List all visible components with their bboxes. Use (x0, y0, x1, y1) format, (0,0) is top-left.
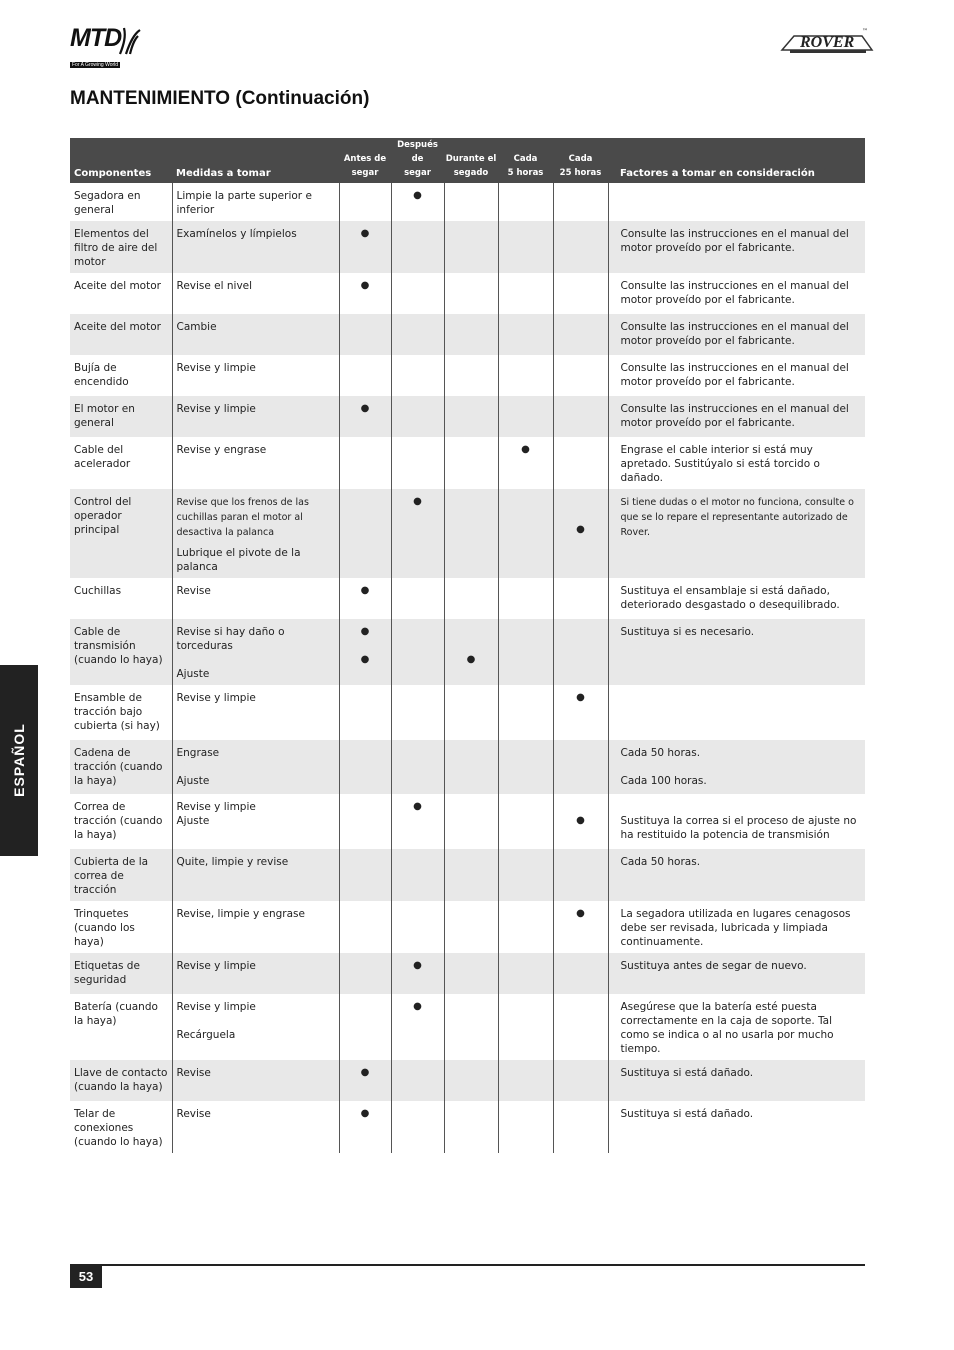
cell-measure: Revise y engrase (172, 437, 339, 489)
table-row (70, 849, 865, 901)
cell-component: Llave de contacto (cuando la haya) (70, 1060, 172, 1101)
table-row (70, 994, 865, 1060)
table-row (70, 355, 865, 396)
check-dot: ● (339, 221, 391, 273)
cell-measure: Engrase Ajuste (172, 740, 339, 794)
cell-measure: Revise si hay daño o torceduras Ajuste (172, 619, 339, 685)
cell-factor: La segadora utilizada en lugares cenagosos debe ser revisada, lubricada y limpiada continuamente. (608, 901, 865, 953)
cell-factor: Sustituya si está dañado. (608, 1101, 865, 1153)
table-row (70, 578, 865, 619)
header-factores: Factores a tomar en consideración (608, 138, 865, 183)
check-dot: ● (553, 489, 608, 578)
header-componentes: Componentes (70, 138, 172, 183)
header-durante: Durante el segado (444, 138, 498, 183)
cell-factor: Si tiene dudas o el motor no funciona, consulte o que se lo repare el representante autorizado de Rover. (608, 489, 865, 578)
table-row (70, 1060, 865, 1101)
cell-component: Cable de transmisión (cuando lo haya) (70, 619, 172, 685)
cell-measure: Revise (172, 1101, 339, 1153)
check-dot: ● (339, 1060, 391, 1101)
cell-component: Ensamble de tracción bajo cubierta (si hay) (74, 692, 160, 732)
check-dot: ● (553, 901, 608, 953)
cell-component: Correa de tracción (cuando la haya) (74, 801, 163, 841)
cell-component: Aceite del motor (70, 314, 172, 355)
cell-component: Control del operador principal (70, 489, 172, 578)
check-dot: ● (391, 489, 444, 578)
cell-measure: Cambie (172, 314, 339, 355)
cell-measure: Revise y limpie Ajuste (172, 794, 339, 849)
cell-component: Batería (cuando la haya) (74, 1001, 158, 1027)
rover-logo (780, 28, 874, 58)
cell-component: Cubierta de la correa de tracción (70, 849, 172, 901)
cell-measure: Revise y limpie (172, 685, 339, 740)
check-dot: ● (339, 273, 391, 314)
cell-factor: Engrase el cable interior si está muy apretado. Sustitúyalo si está torcido o dañado. (608, 437, 865, 489)
header-cada-5: Cada 5 horas (498, 138, 553, 183)
table-row (70, 221, 865, 273)
page-title: MANTENIMIENTO (Continuación) (70, 88, 370, 109)
cell-measure: Revise y limpie (172, 396, 339, 437)
check-dot: ● (553, 685, 608, 740)
cell-measure: Revise, limpie y engrase (172, 901, 339, 953)
mtd-logo-text: MTD (70, 24, 122, 52)
table-header-row (70, 138, 865, 183)
cell-measure: Examínelos y límpielos (172, 221, 339, 273)
cell-component: Segadora en general (74, 190, 141, 216)
cell-measure: Revise (172, 578, 339, 619)
cell-factor: Consulte las instrucciones en el manual del motor proveído por el fabricante. (608, 273, 865, 314)
cell-component: Cuchillas (74, 585, 122, 597)
language-tab (0, 665, 38, 856)
rover-trademark: ™ (862, 28, 868, 35)
check-dot: ● (391, 183, 444, 221)
cell-component: El motor en general (70, 396, 172, 437)
cell-factor: Consulte las instrucciones en el manual del motor proveído por el fabricante. (608, 221, 865, 273)
check-dot: ● (339, 578, 391, 619)
cell-factor: Consulte las instrucciones en el manual del motor proveído por el fabricante. (608, 314, 865, 355)
footer-rule (70, 1264, 865, 1266)
check-dot: ● (339, 396, 391, 437)
check-dot: ● (391, 794, 444, 849)
table-row (70, 901, 865, 953)
table-row (70, 740, 865, 794)
cell-factor: Sustituya el ensamblaje si está dañado, deteriorado desgastado o desequilibrado. (608, 578, 865, 619)
table-row (70, 685, 865, 740)
cell-factor: Consulte las instrucciones en el manual del motor proveído por el fabricante. (608, 355, 865, 396)
cell-factor: Sustituya si está dañado. (608, 1060, 865, 1101)
check-dot: ● (391, 994, 444, 1060)
cell-component: Etiquetas de seguridad (70, 953, 172, 994)
cell-measure: Limpie la parte superior e inferior (172, 183, 339, 221)
table-row (70, 619, 865, 685)
check-dot: ● (444, 619, 498, 685)
cell-factor: Cada 50 horas. (608, 849, 865, 901)
cell-measure: Revise y limpie (172, 953, 339, 994)
cell-component: Trinquetes (cuando los haya) (74, 908, 135, 948)
page-number: 53 (70, 1266, 102, 1288)
cell-component: Cadena de tracción (cuando la haya) (70, 740, 172, 794)
cell-factor: Sustituya si es necesario. (608, 619, 865, 685)
cell-measure: Revise y limpie Recárguela (172, 994, 339, 1060)
cell-component: Telar de conexiones (cuando lo haya) (74, 1108, 163, 1148)
cell-component: Elementos del filtro de aire del motor (70, 221, 172, 273)
cell-component: Cable del acelerador (74, 444, 131, 470)
mtd-slogan: For A Growing World (72, 62, 119, 68)
table-row (70, 273, 865, 314)
cell-factor: Sustituya la correa si el proceso de ajuste no ha restituido la potencia de transmisión (608, 794, 865, 849)
rover-wordmark: ROVER (800, 34, 855, 51)
cell-component: Aceite del motor (74, 280, 161, 292)
check-dot: ● ● (339, 619, 391, 685)
cell-component: Bujía de encendido (74, 362, 129, 388)
table-row (70, 489, 865, 578)
cell-measure: Revise (172, 1060, 339, 1101)
mtd-logo (70, 24, 142, 68)
cell-factor: Asegúrese que la batería esté puesta correctamente en la caja de soporte. Tal como se indica o al no usarla por mucho tiempo. (608, 994, 865, 1060)
cell-factor: Cada 50 horas. Cada 100 horas. (608, 740, 865, 794)
check-dot: ● (339, 1101, 391, 1153)
cell-factor: Consulte las instrucciones en el manual del motor proveído por el fabricante. (608, 396, 865, 437)
header-despues: Después de segar (391, 138, 444, 183)
cell-factor: Sustituya antes de segar de nuevo. (608, 953, 865, 994)
table-row (70, 396, 865, 437)
header-cada-25: Cada 25 horas (553, 138, 608, 183)
maintenance-table (70, 138, 865, 1153)
header-medidas: Medidas a tomar (172, 138, 339, 183)
table-row (70, 183, 865, 221)
cell-measure: Revise y limpie (172, 355, 339, 396)
check-dot: ● (498, 437, 553, 489)
check-dot: ● (553, 794, 608, 849)
table-row (70, 314, 865, 355)
mtd-grass-icon (118, 26, 142, 56)
cell-measure: Revise el nivel (172, 273, 339, 314)
table-row (70, 1101, 865, 1153)
check-dot: ● (391, 953, 444, 994)
cell-measure: Revise que los frenos de las cuchillas paran el motor al desactiva la palanca Lubrique el pivote de la palanca (172, 489, 339, 578)
table-row (70, 953, 865, 994)
cell-measure: Quite, limpie y revise (172, 849, 339, 901)
table-row (70, 437, 865, 489)
table-row (70, 794, 865, 849)
header-antes: Antes de segar (339, 138, 391, 183)
language-tab-label: ESPAÑOL (11, 723, 27, 797)
